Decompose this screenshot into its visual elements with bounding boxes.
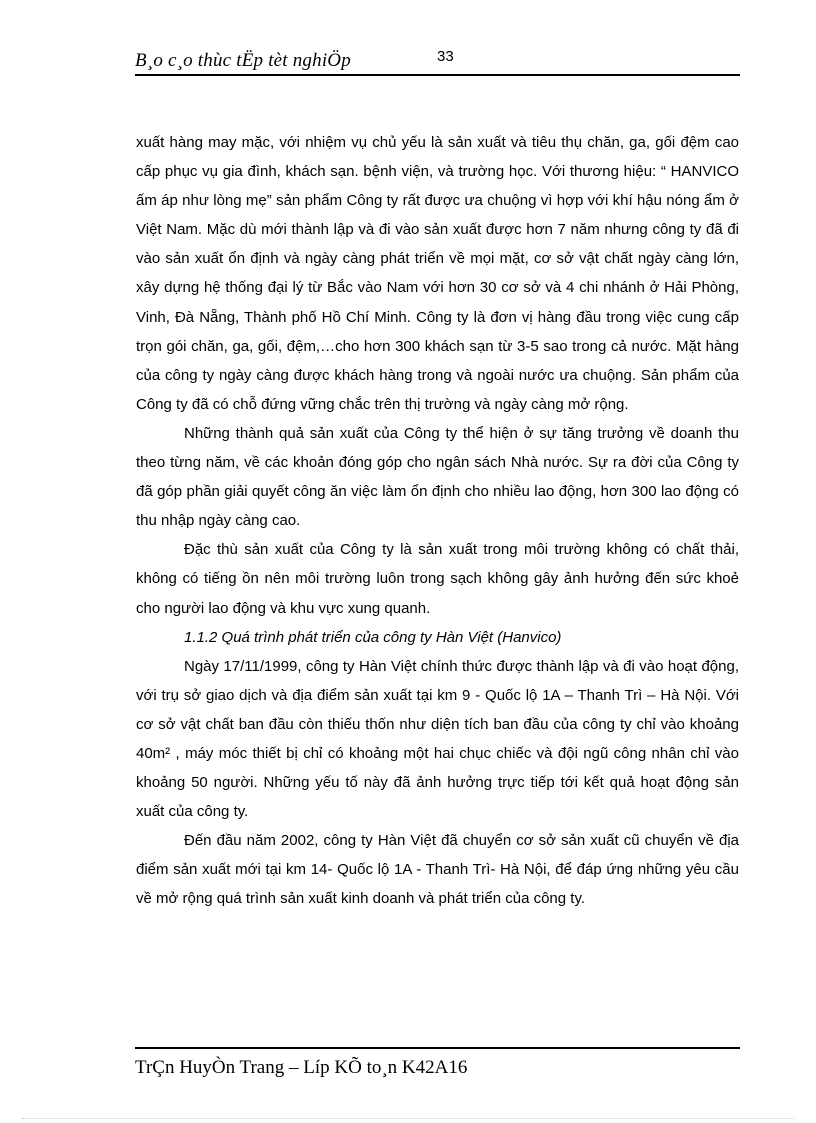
page-header — [135, 46, 740, 76]
body-text — [136, 128, 739, 914]
page-footer — [135, 1047, 740, 1078]
paragraph-1: xuất hàng may mặc, với nhiệm vụ chủ yếu là sản xuất và tiêu thụ chăn, ga, gối đệm cao cấp phục vụ gia đình, khách sạn. bệnh viện, và trường học. Với thương hiệu: “ HANVICO ấm áp như lòng mẹ” sản phẩm Công ty rất được ưa chuộng vì hợp với khí hậu nóng ẩm ở Việt Nam. Mặc dù mới thành lập và đi vào sản xuất được hơn 7 năm nhưng công ty đã đi vào sản xuất ổn định và ngày càng phát triển về mọi mặt, cơ sở vật chất ngày càng lớn, xây dựng hệ thống đại lý từ Bắc vào Nam với hơn 30 cơ sở và 4 chi nhánh ở Hải Phòng, Vinh, Đà Nẵng, Thành phố Hồ Chí Minh. Công ty là đơn vị hàng đầu trong việc cung cấp trọn gói chăn, ga, gối, đệm,…cho hơn 300 khách sạn từ 3-5 sao trong cả nước. Mặt hàng của công ty ngày càng được khách hàng trong và ngoài nước ưa chuộng. Sản phẩm của Công ty đã có chỗ đứng vững chắc trên thị trường và ngày càng mở rộng. — [136, 134, 739, 413]
paragraph-5: Đến đầu năm 2002, công ty Hàn Việt đã chuyển cơ sở sản xuất cũ chuyển về địa điểm sản xuất mới tại km 14- Quốc lộ 1A - Thanh Trì- Hà Nội, để đáp ứng những yêu cầu về mở rộng quá trình sản xuất kinh doanh và phát triển của công ty. — [136, 832, 739, 908]
page-number: 33 — [437, 48, 454, 65]
section-subheading: 1.1.2 Quá trình phát triển của công ty Hàn Việt (Hanvico) — [184, 628, 562, 646]
paragraph-3: Đặc thù sản xuất của Công ty là sản xuất trong môi trường không có chất thải, không có tiếng ồn nên môi trường luôn trong sạch không gây ảnh hưởng đến sức khoẻ cho người lao động và khu vực xung quanh. — [136, 541, 739, 617]
paragraph-4: Ngày 17/11/1999, công ty Hàn Việt chính thức được thành lập và đi vào hoạt động, với trụ sở giao dịch và địa điểm sản xuất tại km 9 - Quốc lộ 1A – Thanh Trì – Hà Nội. Với cơ sở vật chất ban đầu còn thiếu thốn như diện tích ban đầu của công ty chỉ vào khoảng 40m² , máy móc thiết bị chỉ có khoảng một hai chục chiếc và đội ngũ công nhân chỉ vào khoảng 50 người. Những yếu tố này đã ảnh hưởng trực tiếp tới kết quả hoạt động sản xuất của công ty. — [136, 657, 739, 821]
footer-text: TrÇn HuyÒn Trang – Líp KÕ to¸n K42A16 — [135, 1057, 468, 1078]
page-edge-divider — [22, 1118, 794, 1119]
header-title: B¸o c¸o thùc tËp tèt nghiÖp — [135, 50, 351, 71]
paragraph-2: Những thành quả sản xuất của Công ty thể hiện ở sự tăng trưởng về doanh thu theo từng năm, về các khoản đóng góp cho ngân sách Nhà nước. Sự ra đời của Công ty đã góp phần giải quyết công ăn việc làm ổn định cho nhiều lao động, hơn 300 lao động có thu nhập ngày càng cao. — [136, 424, 739, 530]
